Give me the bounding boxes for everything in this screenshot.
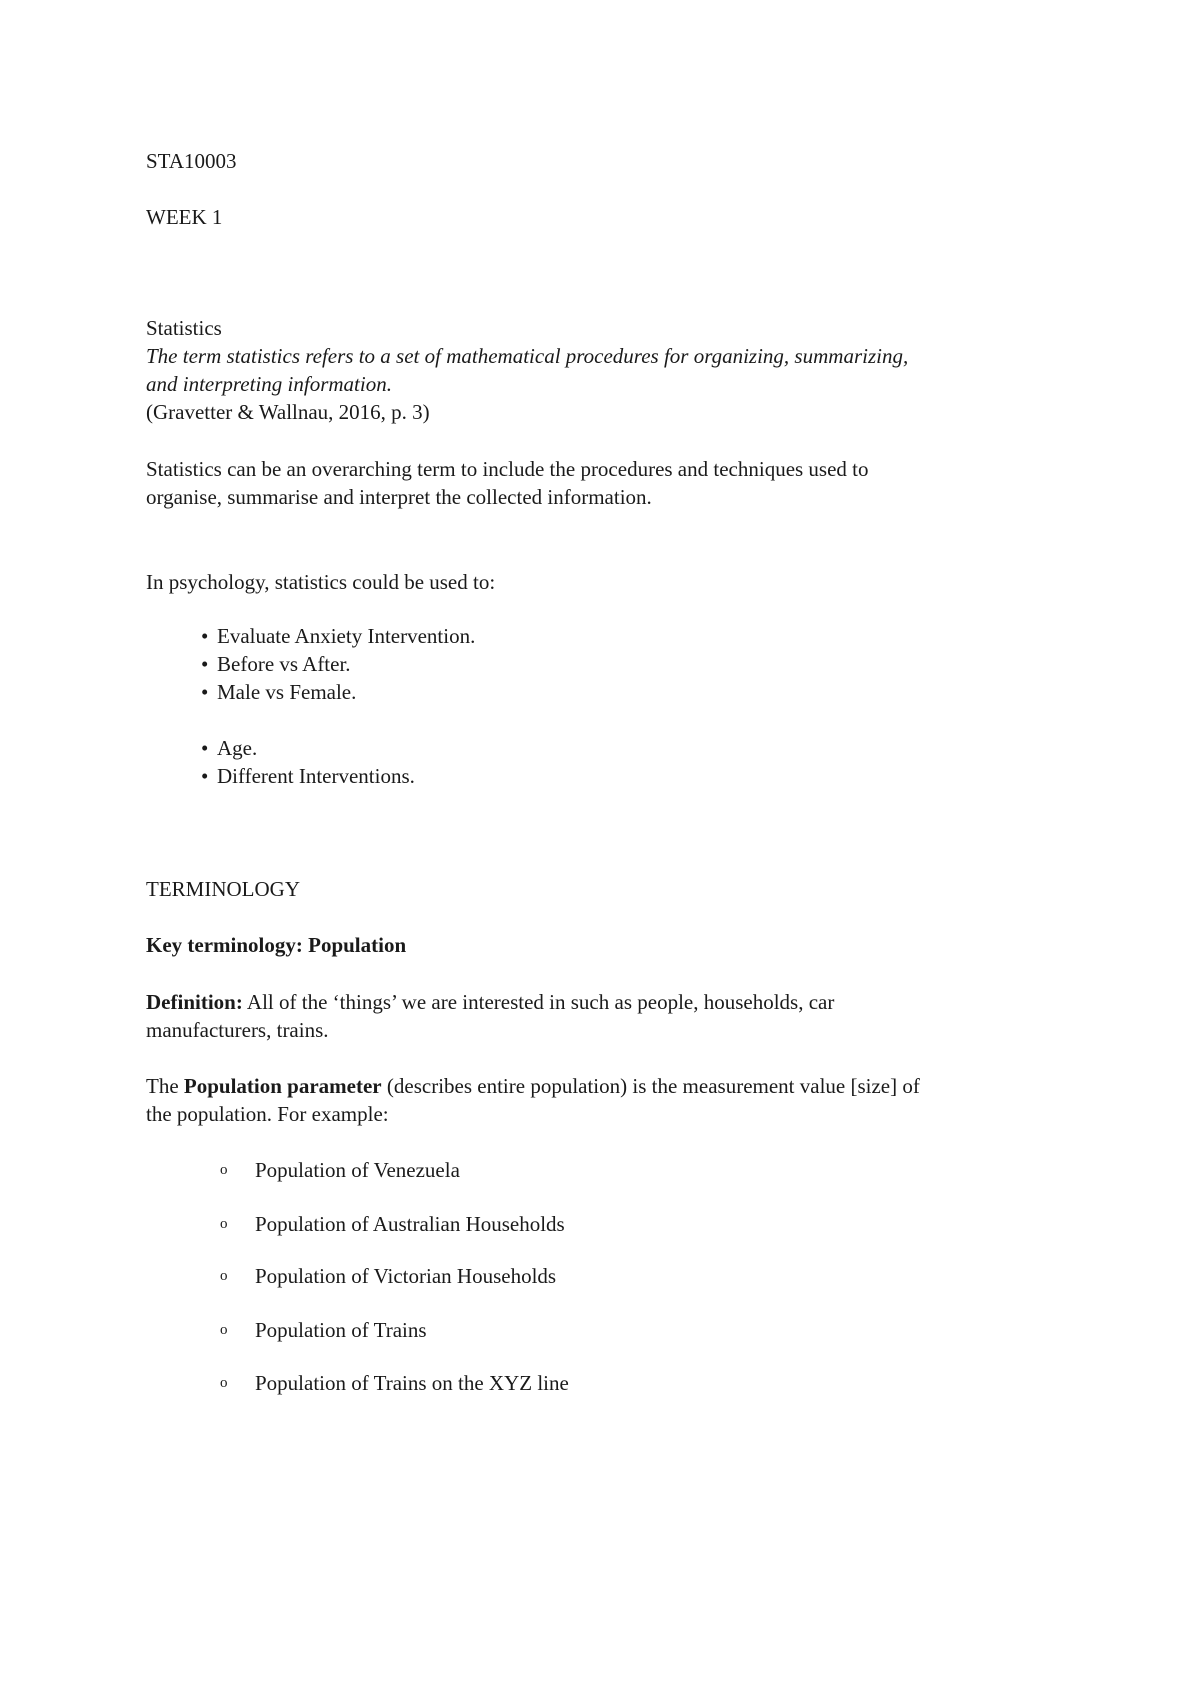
citation: (Gravetter & Wallnau, 2016, p. 3) — [146, 400, 430, 424]
list-item — [201, 678, 356, 706]
course-code: STA10003 — [146, 149, 237, 173]
list-item — [201, 734, 257, 762]
statistics-definition-line-2: and interpreting information. — [146, 372, 392, 396]
circle-bullet-icon: o — [220, 1375, 228, 1391]
circle-bullet-icon: o — [220, 1216, 228, 1232]
bullet-icon: • — [201, 680, 209, 704]
list-item-text: Before vs After. — [217, 652, 351, 676]
circle-bullet-icon: o — [220, 1268, 228, 1284]
week-label: WEEK 1 — [146, 205, 223, 229]
list-item-text: Age. — [217, 736, 258, 760]
psychology-intro: In psychology, statistics could be used to: — [146, 570, 496, 594]
definition-text: All of the ‘things’ we are interested in such as people, households, car — [242, 990, 835, 1014]
definition-line-1 — [146, 988, 834, 1016]
definition-line-2: manufacturers, trains. — [146, 1018, 329, 1042]
circle-bullet-icon: o — [220, 1322, 228, 1338]
example-text: Population of Venezuela — [255, 1158, 460, 1182]
bullet-icon: • — [201, 624, 209, 648]
bullet-icon: • — [201, 736, 209, 760]
list-item — [201, 622, 475, 650]
circle-bullet-icon: o — [220, 1162, 228, 1178]
list-item — [201, 762, 415, 790]
bullet-icon: • — [201, 652, 209, 676]
parameter-term: Population parameter — [183, 1074, 382, 1098]
bullet-icon: • — [201, 764, 209, 788]
example-text: Population of Trains — [255, 1318, 427, 1342]
list-item-text: Evaluate Anxiety Intervention. — [217, 624, 476, 648]
parameter-text: (describes entire population) is the measurement value [size] of — [381, 1074, 920, 1098]
list-item-text: Male vs Female. — [217, 680, 357, 704]
statistics-paragraph-line-2: organise, summarise and interpret the collected information. — [146, 485, 652, 509]
parameter-prefix: The — [146, 1074, 184, 1098]
example-text: Population of Victorian Households — [255, 1264, 557, 1288]
definition-label: Definition: — [146, 990, 243, 1014]
list-item-text: Different Interventions. — [217, 764, 415, 788]
key-terminology-heading: Key terminology: Population — [146, 933, 407, 957]
example-text: Population of Australian Households — [255, 1212, 565, 1236]
parameter-line-2: the population. For example: — [146, 1102, 389, 1126]
terminology-heading: TERMINOLOGY — [146, 877, 300, 901]
parameter-line-1 — [146, 1072, 920, 1100]
example-text: Population of Trains on the XYZ line — [255, 1371, 569, 1395]
statistics-paragraph-line-1: Statistics can be an overarching term to include the procedures and techniques used to — [146, 457, 869, 481]
statistics-definition-line-1: The term statistics refers to a set of mathematical procedures for organizing, summarizing, — [146, 344, 909, 368]
list-item — [201, 650, 351, 678]
statistics-heading: Statistics — [146, 316, 222, 340]
